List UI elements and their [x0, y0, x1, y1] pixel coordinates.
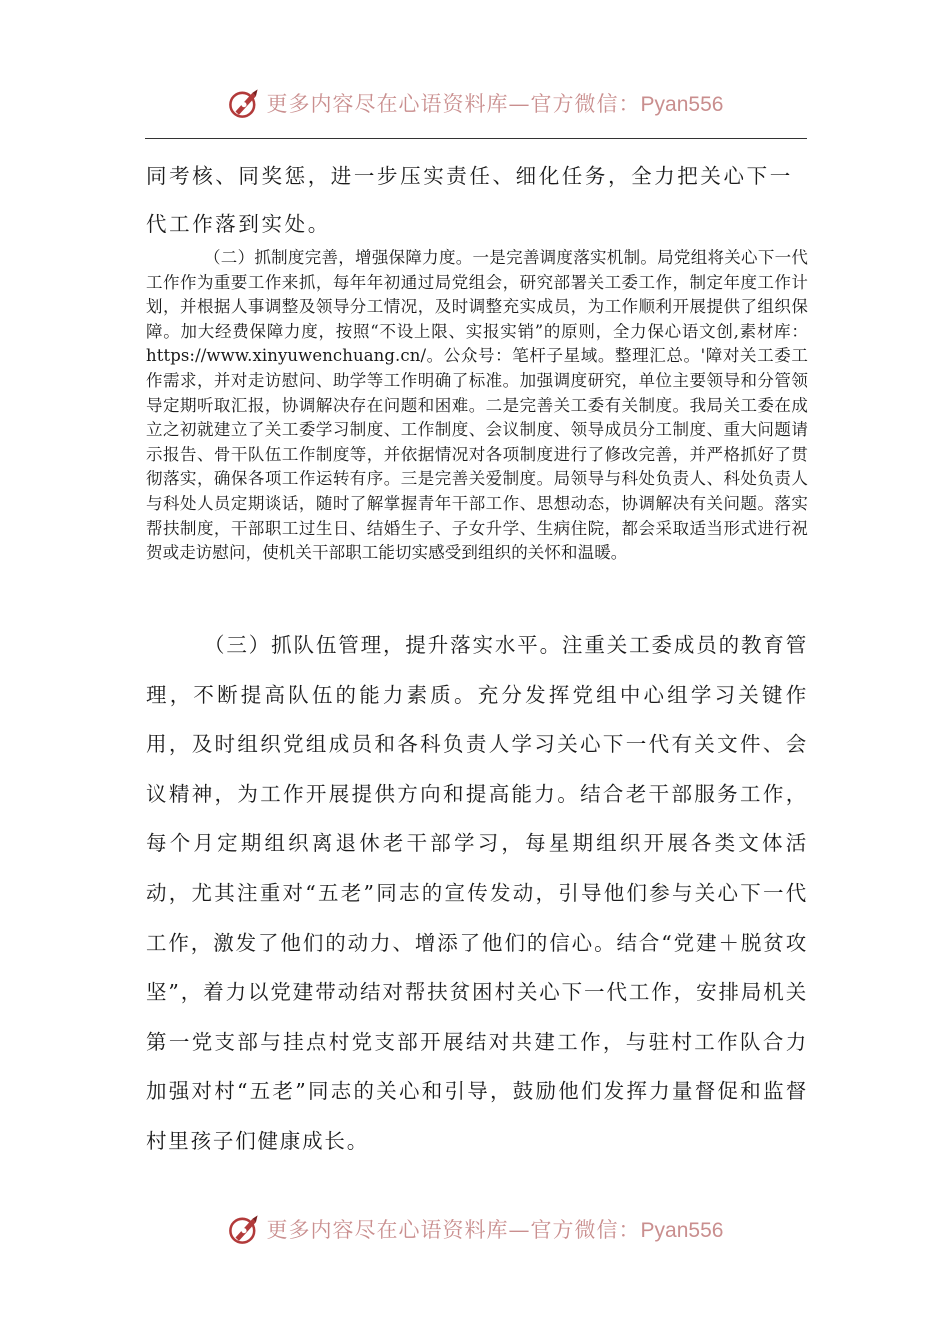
pen-logo-icon [227, 1212, 261, 1246]
footer-banner [0, 1204, 950, 1254]
pen-logo-icon [227, 86, 261, 120]
paragraph-1: 同考核、同奖惩，进一步压实责任、细化任务，全力把关心下一代工作落到实处。 [146, 164, 793, 236]
header-banner-cn: 更多内容尽在心语资料库—官方微信： [266, 92, 641, 116]
header-banner [0, 78, 950, 128]
paragraph-2: （二）抓制度完善，增强保障力度。一是完善调度落实机制。局党组将关心下一代工作作为重要工作来抓，每年年初通过局党组会，研究部署关工委工作，制定年度工作计划，并根据人事调整及领导分工情况，及时调整充实成员，为工作顺利开展提供了组织保障。加大经费保障力度，按照“不设上限、实报实销”的原则，全力保心语文创,素材库：https://www.xinyuwenchuang.cn/。公众号：笔杆子星域。整理汇总。'障对关工委工作需求，并对走访慰问、助学等工作明确了标准。加强调度研究，单位主要领导和分管领导定期听取汇报，协调解决存在问题和困难。二是完善关工委有关制度。我局关工委在成立之初就建立了关工委学习制度、工作制度、会议制度、领导成员分工制度、重大问题请示报告、骨干队伍工作制度等，并依据情况对各项制度进行了修改完善，并严格抓好了贯彻落实，确保各项工作运转有序。三是完善关爱制度。局领导与科处负责人、科处负责人与科处人员定期谈话，随时了解掌握青年干部工作、思想动态，协调解决有关问题。落实帮扶制度，干部职工过生日、结婚生子、子女升学、生病住院，都会采取适当形式进行祝贺或走访慰问，使机关干部职工能切实感受到组织的关怀和温暖。 [146, 248, 808, 563]
header-banner-wechat-id: Pyan556 [640, 93, 724, 116]
footer-banner-cn: 更多内容尽在心语资料库—官方微信： [266, 1218, 641, 1242]
footer-banner-text [267, 1214, 724, 1244]
header-banner-text [267, 88, 724, 118]
paragraph-3: （三）抓队伍管理，提升落实水平。注重关工委成员的教育管理，不断提高队伍的能力素质。充分发挥党组中心组学习关键作用，及时组织党组成员和各科负责人学习关心下一代有关文件、会议精神，为工作开展提供方向和提高能力。结合老干部服务工作，每个月定期组织离退休老干部学习，每星期组织开展各类文体活动，尤其注重对“五老”同志的宣传发动，引导他们参与关心下一代工作，激发了他们的动力、增添了他们的信心。结合“党建＋脱贫攻坚”，着力以党建带动结对帮扶贫困村关心下一代工作，安排局机关第一党支部与挂点村党支部开展结对共建工作，与驻村工作队合力加强对村“五老”同志的关心和引导，鼓励他们发挥力量督促和监督村里孩子们健康成长。 [146, 633, 808, 1153]
footer-banner-wechat-id: Pyan556 [640, 1219, 724, 1242]
header-rule [145, 138, 807, 139]
